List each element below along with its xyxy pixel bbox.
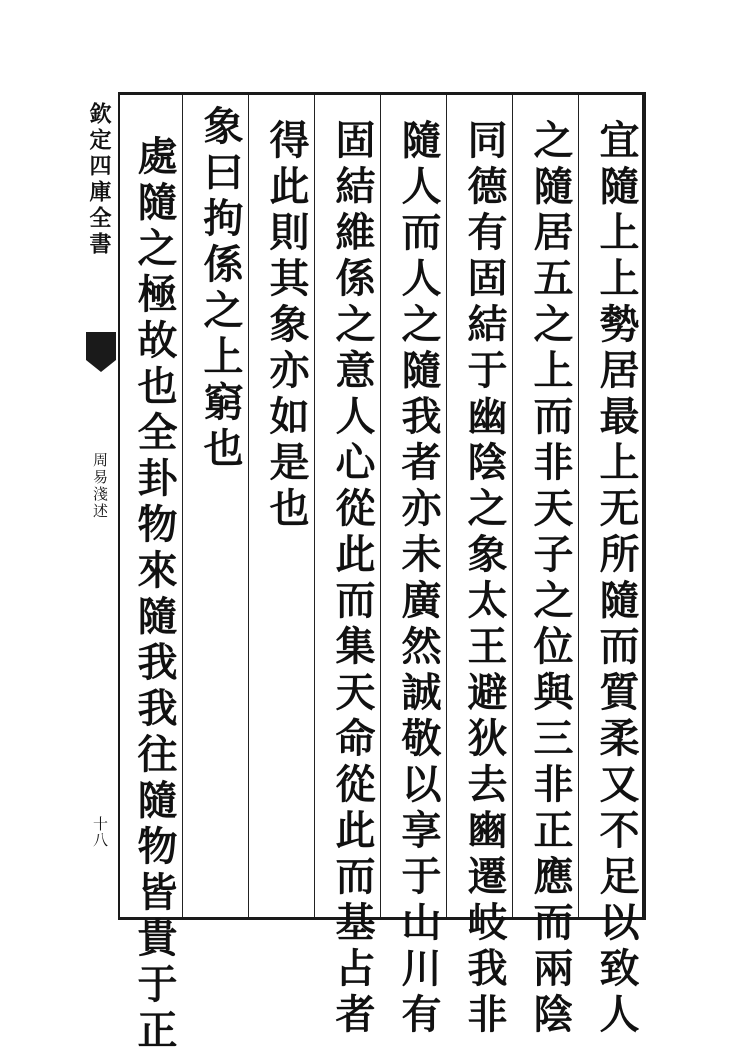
- text-frame: [118, 92, 646, 1055]
- column-rule: [512, 95, 513, 917]
- series-title: 欽定四庫全書: [86, 102, 112, 258]
- page-margin-column: [84, 92, 118, 920]
- fishtail-mark: [86, 332, 116, 372]
- text-column-6: 得此則其象亦如是也: [263, 119, 310, 533]
- column-rule: [248, 95, 249, 917]
- text-column-5: 固結維係之意人心從此而集天命從此而基占者: [329, 119, 376, 1039]
- column-rule: [314, 95, 315, 917]
- text-column-3: 同德有固結于幽陰之象太王避狄去豳遷岐我非: [461, 119, 508, 1039]
- column-rule: [446, 95, 447, 917]
- text-column-1: 宜隨上上勢居最上无所隨而質柔又不足以致人: [593, 119, 640, 1039]
- text-column-2: 之隨居五之上而非天子之位與三非正應而兩陰: [527, 119, 574, 1039]
- text-column-4: 隨人而人之隨我者亦未廣然誠敬以享于山川有: [395, 119, 442, 1039]
- book-title: 周易淺述: [91, 452, 109, 520]
- text-column-8: 處隨之極故也全卦物來隨我我往隨物皆貴于正: [131, 135, 178, 1055]
- text-column-7: 象曰拘係之上窮也: [197, 105, 244, 473]
- column-rule: [578, 95, 579, 917]
- column-rule: [380, 95, 381, 917]
- page-number: 十八: [91, 816, 109, 848]
- column-rule: [182, 95, 183, 917]
